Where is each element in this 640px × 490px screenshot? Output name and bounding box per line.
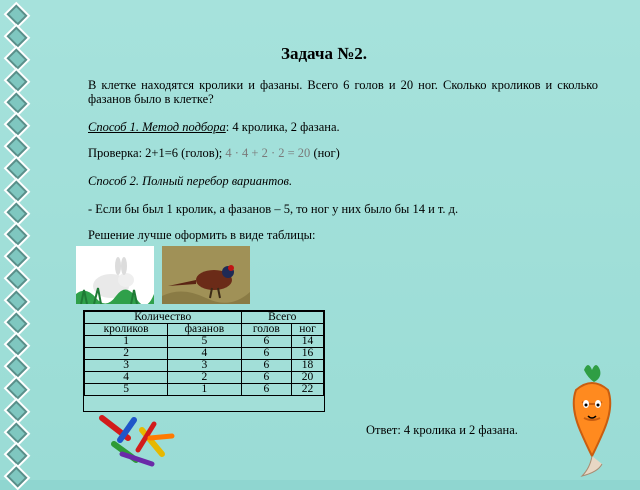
diamond-border-icon <box>4 464 31 490</box>
check-line <box>88 146 598 160</box>
table-cell: 5 <box>85 384 168 396</box>
variants-table <box>83 310 325 412</box>
table-row <box>85 384 324 396</box>
table-row <box>85 360 324 372</box>
table-cell: 6 <box>241 360 292 372</box>
slide-content <box>44 0 604 480</box>
table-cell: 6 <box>241 384 292 396</box>
table-cell: 16 <box>292 348 324 360</box>
table-cell: 6 <box>241 372 292 384</box>
answer-text: Ответ: 4 кролика и 2 фазана. <box>366 423 518 437</box>
table-note: Решение лучше оформить в виде таблицы: <box>88 228 316 242</box>
table-cell: 6 <box>241 336 292 348</box>
problem-text: В клетке находятся кролики и фазаны. Всего 6 голов и 20 ног. Сколько кроликов и сколько фазанов было в клетке? <box>88 78 598 106</box>
left-border-decoration <box>0 0 34 486</box>
table-row <box>85 336 324 348</box>
table-cell: 1 <box>168 384 241 396</box>
table-col-heads: голов <box>241 324 292 336</box>
pheasant-photo <box>162 246 250 304</box>
table-cell: 1 <box>85 336 168 348</box>
table-cell: 22 <box>292 384 324 396</box>
table-cell: 20 <box>292 372 324 384</box>
table-row <box>85 348 324 360</box>
table-header-count: Количество <box>85 312 242 324</box>
carrot-icon <box>558 360 628 480</box>
table-cell: 4 <box>168 348 241 360</box>
table-col-pheasants: фазанов <box>168 324 241 336</box>
table-cell: 18 <box>292 360 324 372</box>
table-cell: 14 <box>292 336 324 348</box>
method-2-line: Способ 2. Полный перебор вариантов. <box>88 174 293 188</box>
table-cell: 3 <box>168 360 241 372</box>
method-1-label: Способ 1. Метод подбора <box>88 120 226 134</box>
colorful-pencils-icon <box>92 410 182 470</box>
table-cell: 3 <box>85 360 168 372</box>
check-units: (ног) <box>313 146 340 160</box>
table-cell: 4 <box>85 372 168 384</box>
if-line: - Если бы был 1 кролик, а фазанов – 5, то ног у них было бы 14 и т. д. <box>88 202 459 216</box>
table-cell: 2 <box>168 372 241 384</box>
table-cell: 5 <box>168 336 241 348</box>
table-cell: 2 <box>85 348 168 360</box>
rabbit-photo <box>76 246 154 304</box>
table-header-total: Всего <box>241 312 323 324</box>
table-row <box>85 372 324 384</box>
check-expression: 4 · 4 + 2 · 2 = 20 <box>225 146 311 160</box>
method-1-line <box>88 120 598 134</box>
check-label: Проверка: 2+1=6 (голов); <box>88 146 223 160</box>
table-col-legs: ног <box>292 324 324 336</box>
variants-table-grid <box>84 311 324 396</box>
table-cell: 6 <box>241 348 292 360</box>
method-1-value: : 4 кролика, 2 фазана. <box>225 120 340 134</box>
slide-title: Задача №2. <box>280 44 368 63</box>
table-col-rabbits: кроликов <box>85 324 168 336</box>
